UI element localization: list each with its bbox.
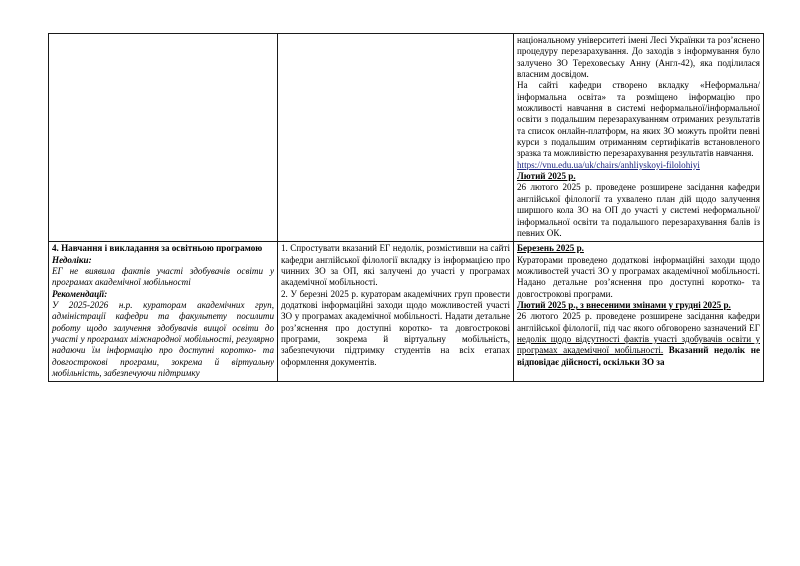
action-date-heading — [517, 243, 760, 254]
shortcomings-label: Недоліки: — [52, 254, 92, 265]
cell-actions-4 — [514, 242, 764, 382]
action-paragraph: На сайті кафедри створено вкладку «Неформальна/інформальна освіта» та розміщено інформацію про можливості навчання в системі неформальної/інформальної освіти з подальшим перезарахуванням отриманих результатів та список онлайн-платформ, на яких ЗО можуть пройти певні курси з подальшим отриманням сертифікатів встановленого зразка та можливістю перезарахування результатів навчання. — [517, 80, 760, 159]
link-text[interactable]: https://vnu.edu.ua/uk/chairs/anhliyskoyi-filolohiyi — [517, 159, 700, 170]
action-text-underlined: недолік щодо відсутності фактів участі здобувачів освіти у програмах академічної мобільності. — [517, 333, 760, 356]
recommendation-item: 1. Спростувати вказаний ЕГ недолік, розмістивши на сайті кафедри англійської філології вкладку із інформацією про чинних ЗО за ОП, які залучені до участі у програмах академічної мобільності. — [281, 243, 510, 288]
table-row — [49, 34, 764, 242]
criterion-title: 4. Навчання і викладання за освітньою програмою — [52, 243, 263, 254]
action-date-heading-amended — [517, 300, 760, 311]
shortcomings-text: ЕГ не виявила фактів участі здобувачів освіти у програмах академічної мобільності — [52, 265, 274, 288]
action-paragraph: 26 лютого 2025 р. проведене розширене засідання кафедри англійської філології та ухвалено план дій щодо залучення ширшого кола ЗО на ОП до участі у системі неформальної/інформальної освіти та подальшого перезарахування балів із певних ОК. — [517, 182, 760, 238]
table-row — [49, 242, 764, 382]
action-paragraph-mixed — [517, 311, 760, 368]
review-actions-table — [48, 33, 764, 382]
action-date-heading — [517, 171, 760, 182]
recommendation-item: 2. У березні 2025 р. кураторам академічних груп провести додаткові інформаційні заходи щодо можливостей участі ЗО у програмах академічної мобільності. Надати детальне роз’яснення про доступні коротко- та довгострокові програми, зокрема й віртуальну мобільність, забезпечуючи підтримку студентів на всіх етапах оформлення документів. — [281, 288, 510, 367]
department-page-link[interactable] — [517, 160, 760, 171]
recommendations-label: Рекомендації: — [52, 288, 108, 299]
action-paragraph: національному університеті імені Лесі Українки та роз’яснено процедуру перезарахування. До заходів з інформування було залучено ЗО Тереховеську Анну (Англ-42), яка поділилася власним досвідом. — [517, 35, 760, 80]
action-paragraph: Кураторами проведено додаткові інформаційні заходи щодо можливостей участі ЗО у програмах академічної мобільності. Надано детальне роз’яснення про доступні коротко- та довгострокові програми. — [517, 254, 760, 299]
date-heading-text: Лютий 2025 р. — [517, 171, 576, 182]
date-heading-text: Березень 2025 р. — [517, 243, 584, 254]
cell-criterion-4 — [49, 242, 278, 382]
date-heading-text: Лютий 2025 р., з внесеними змінами у грудні 2025 р. — [517, 299, 731, 310]
cell-actions-continued — [514, 34, 764, 242]
action-text-bold: Вказаний недолік не відповідає дійсності, оскільки ЗО за — [517, 345, 760, 367]
cell-recommendation-continued — [278, 34, 514, 242]
action-text-plain: 26 лютого 2025 р. проведене розширене засідання кафедри англійської філології, під час якого обговорено зазначений ЕГ — [517, 311, 760, 333]
cell-criterion-continued — [49, 34, 278, 242]
recommendations-text: У 2025-2026 н.р. кураторам академічних груп, адміністрації кафедри та факультету посилити роботу щодо залучення здобувачів вищої освіти до участі у програмах міжнародної мобільності, регулярно надаючи їм інформацію про доступні коротко- та довгострокові програми, зокрема й віртуальну мобільність, забезпечуючи підтримку — [52, 299, 274, 378]
cell-recommendation-4 — [278, 242, 514, 382]
